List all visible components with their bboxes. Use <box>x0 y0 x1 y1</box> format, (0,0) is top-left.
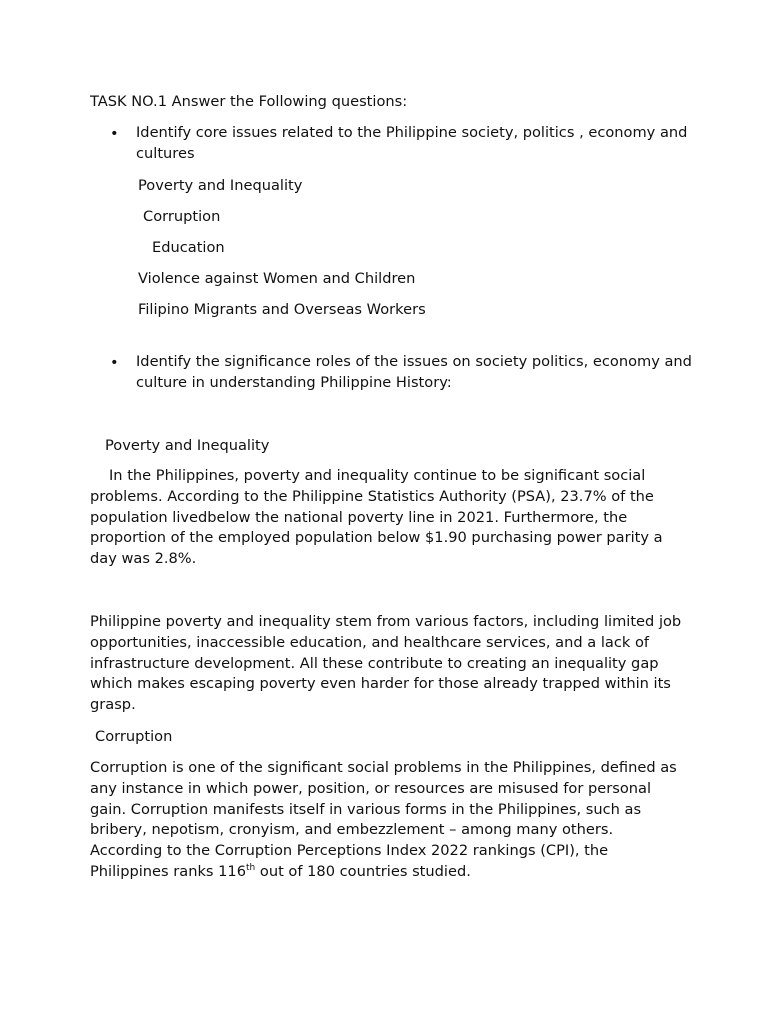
ordinal-suffix: th <box>246 863 256 874</box>
core-issue-violence: Violence against Women and Children <box>138 270 416 287</box>
bullet-question-2: Identify the significance roles of the issues on society politics, economy and culture in understanding Philippine History: <box>136 353 692 391</box>
corruption-paragraph-end: out of 180 countries studied. <box>255 862 471 880</box>
bullet-marker: • <box>110 354 119 371</box>
core-issue-corruption: Corruption <box>143 208 221 225</box>
bullet-question-1: Identify core issues related to the Philippine society, politics , economy and cultures <box>136 124 688 162</box>
bullet-marker: • <box>110 125 119 142</box>
corruption-paragraph-text: Corruption is one of the significant social problems in the Philippines, defined as any instance in which power, position, or resources are misused for personal gain. Corruption manifests itself in various forms in the Philippines, such as bribery, nepotism, cronyism, and embezzlement – among many others. According to the Corruption Perceptions Index 2022 rankings (CPI), the Philippines ranks 116 <box>90 759 677 880</box>
core-issue-poverty: Poverty and Inequality <box>138 177 303 194</box>
corruption-paragraph-1 <box>90 758 690 883</box>
core-issue-education: Education <box>152 239 225 256</box>
section-heading-poverty: Poverty and Inequality <box>105 437 270 454</box>
section-heading-corruption: Corruption <box>95 728 173 745</box>
poverty-paragraph-2: Philippine poverty and inequality stem from various factors, including limited job opportunities, inaccessible education, and healthcare services, and a lack of infrastructure development. All these contribute to creating an inequality gap which makes escaping poverty even harder for those already trapped within its grasp. <box>90 613 682 714</box>
core-issue-migrants: Filipino Migrants and Overseas Workers <box>138 301 426 318</box>
task-heading: TASK NO.1 Answer the Following questions: <box>90 93 408 110</box>
poverty-paragraph-1: In the Philippines, poverty and inequality continue to be significant social problems. According to the Philippine Statistics Authority (PSA), 23.7% of the population livedbelow the national poverty line in 2021. Furthermore, the proportion of the employed population below $1.90 purchasing power parity a day was 2.8%. <box>90 467 663 568</box>
